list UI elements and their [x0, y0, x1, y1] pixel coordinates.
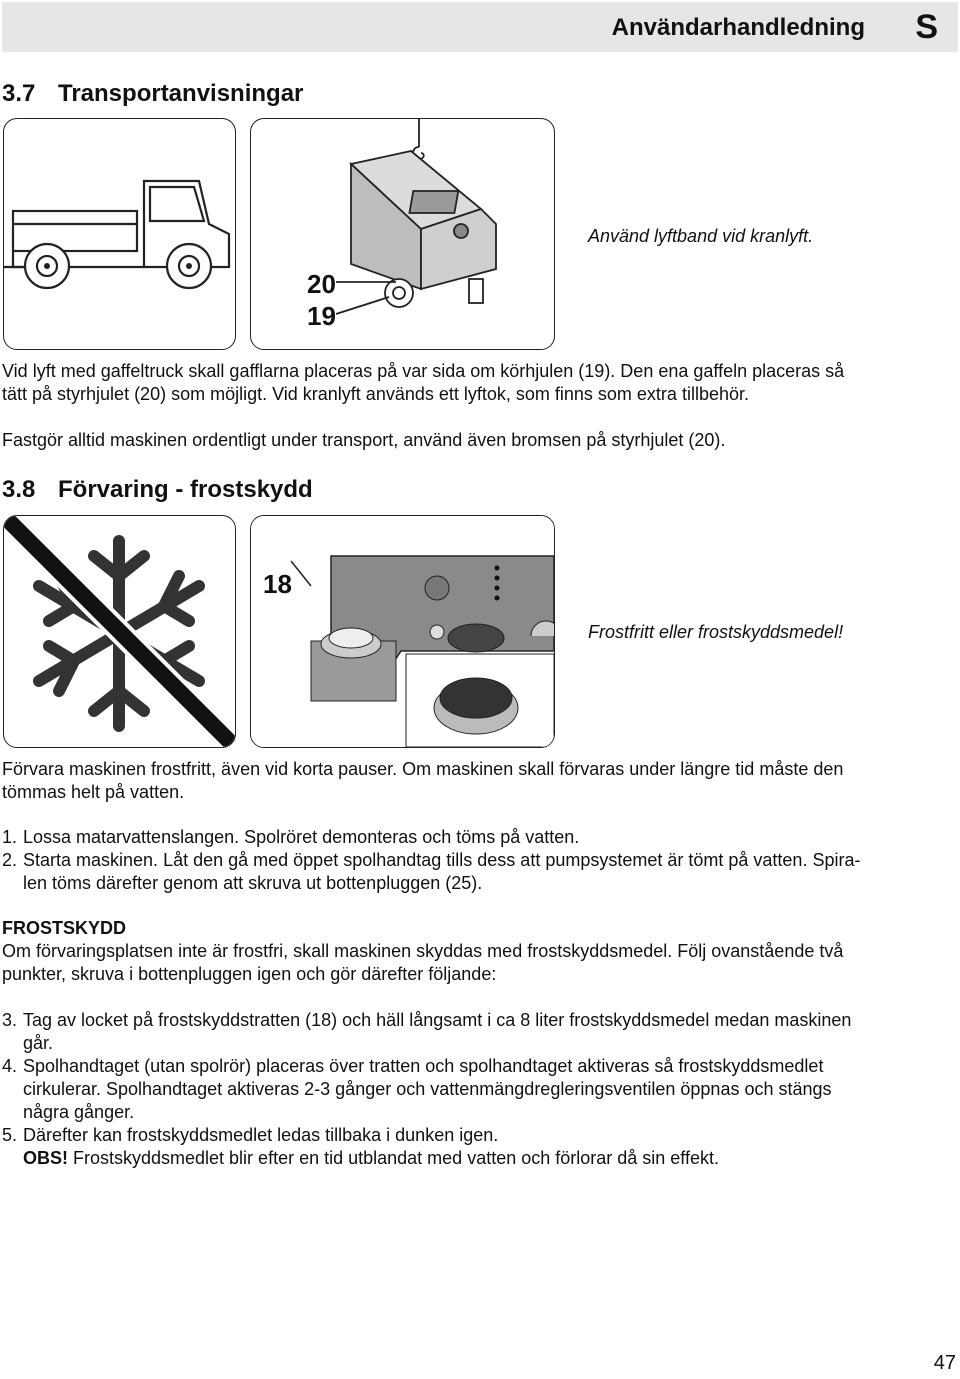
crossed-snowflake-icon: [4, 516, 235, 747]
truck-icon: [4, 119, 235, 349]
crane-caption: Använd lyftband vid kranlyft.: [588, 226, 814, 246]
obs-label: OBS!: [23, 1148, 68, 1168]
text-line: cirkulerar. Spolhandtaget aktiveras 2-3 gånger och vattenmängdregleringsventilen öppnas och stängs: [23, 1079, 832, 1099]
list-number: 1.: [2, 827, 18, 847]
section-number: 3.8: [2, 476, 36, 503]
text-line: Lossa matarvattenslangen. Spolröret demonteras och töms på vatten.: [23, 827, 580, 847]
text-line: tömmas helt på vatten.: [2, 782, 185, 802]
text-line: går.: [23, 1033, 54, 1053]
pressure-washer-icon: [251, 119, 554, 349]
text-line: Om förvaringsplatsen inte är frostfri, skall maskinen skyddas med frostskyddsmedel. Följ ovanstående två: [2, 941, 844, 961]
antifreeze-funnel-illustration: [250, 515, 555, 748]
text-line: Därefter kan frostskyddsmedlet ledas tillbaka i dunken igen.: [23, 1125, 499, 1145]
frost-protection-block: [2, 917, 952, 986]
callout-18: 18: [263, 569, 292, 599]
list-item: [2, 1009, 952, 1055]
crane-lift-illustration: [250, 118, 555, 350]
section-3-8-title: [2, 476, 313, 504]
text-line: punkter, skruva i bottenpluggen igen och gör därefter följande:: [2, 964, 497, 984]
section-3-7-title: [2, 80, 303, 108]
text-line: Förvara maskinen frostfritt, även vid korta pauser. Om maskinen skall förvaras under längre tid måste den: [2, 759, 844, 779]
paragraph-lift: [2, 360, 952, 406]
obs-note: [23, 1147, 952, 1170]
text-line: len töms därefter genom att skruva ut bottenpluggen (25).: [23, 873, 483, 893]
paragraph-secure: Fastgör alltid maskinen ordentligt under transport, använd även bromsen på styrhjulet (20).: [2, 430, 726, 450]
list-number: 4.: [2, 1056, 18, 1076]
frost-caption: Frostfritt eller frostskyddsmedel!: [588, 622, 844, 642]
frost-warning-illustration: [3, 515, 236, 748]
callout-20: 20: [307, 269, 336, 299]
section-number: 3.7: [2, 80, 36, 107]
text-line: Spolhandtaget (utan spolrör) placeras över tratten och spolhandtaget aktiveras så frostskyddsmedlet: [23, 1056, 824, 1076]
text-line: Starta maskinen. Låt den gå med öppet spolhandtag tills dess att pumpsystemet är tömt på vatten. Spira-: [23, 850, 861, 870]
paragraph-storage: [2, 758, 952, 804]
section-heading: Förvaring - frostskydd: [58, 476, 313, 503]
header-title: Användarhandledning: [611, 14, 865, 41]
callout-19: 19: [307, 301, 336, 331]
section-heading: Transportanvisningar: [58, 80, 304, 107]
control-panel-icon: [251, 516, 554, 747]
text-line: några gånger.: [23, 1102, 135, 1122]
list-item: [2, 826, 952, 849]
list-item: [2, 1124, 952, 1170]
list-item: [2, 1055, 952, 1124]
truck-illustration: [3, 118, 236, 350]
language-tag: S: [915, 8, 938, 46]
text-line: Vid lyft med gaffeltruck skall gafflarna placeras på var sida om körhjulen (19). Den ena gaffeln placeras så: [2, 361, 845, 381]
page-number: 47: [933, 1352, 956, 1374]
frost-heading: FROSTSKYDD: [2, 918, 127, 938]
drain-steps-list: [2, 826, 952, 895]
list-number: 2.: [2, 850, 18, 870]
list-number: 5.: [2, 1125, 18, 1145]
text-line: tätt på styrhjulet (20) som möjligt. Vid kranlyft används ett lyftok, som finns som extra tillbehör.: [2, 384, 749, 404]
list-item: [2, 849, 952, 895]
text-line: Tag av locket på frostskyddstratten (18) och häll långsamt i ca 8 liter frostskyddsmedel medan maskinen: [23, 1010, 852, 1030]
antifreeze-steps-list: [2, 1009, 952, 1170]
obs-text: Frostskyddsmedlet blir efter en tid utblandat med vatten och förlorar då sin effekt.: [68, 1148, 719, 1168]
list-number: 3.: [2, 1010, 18, 1030]
